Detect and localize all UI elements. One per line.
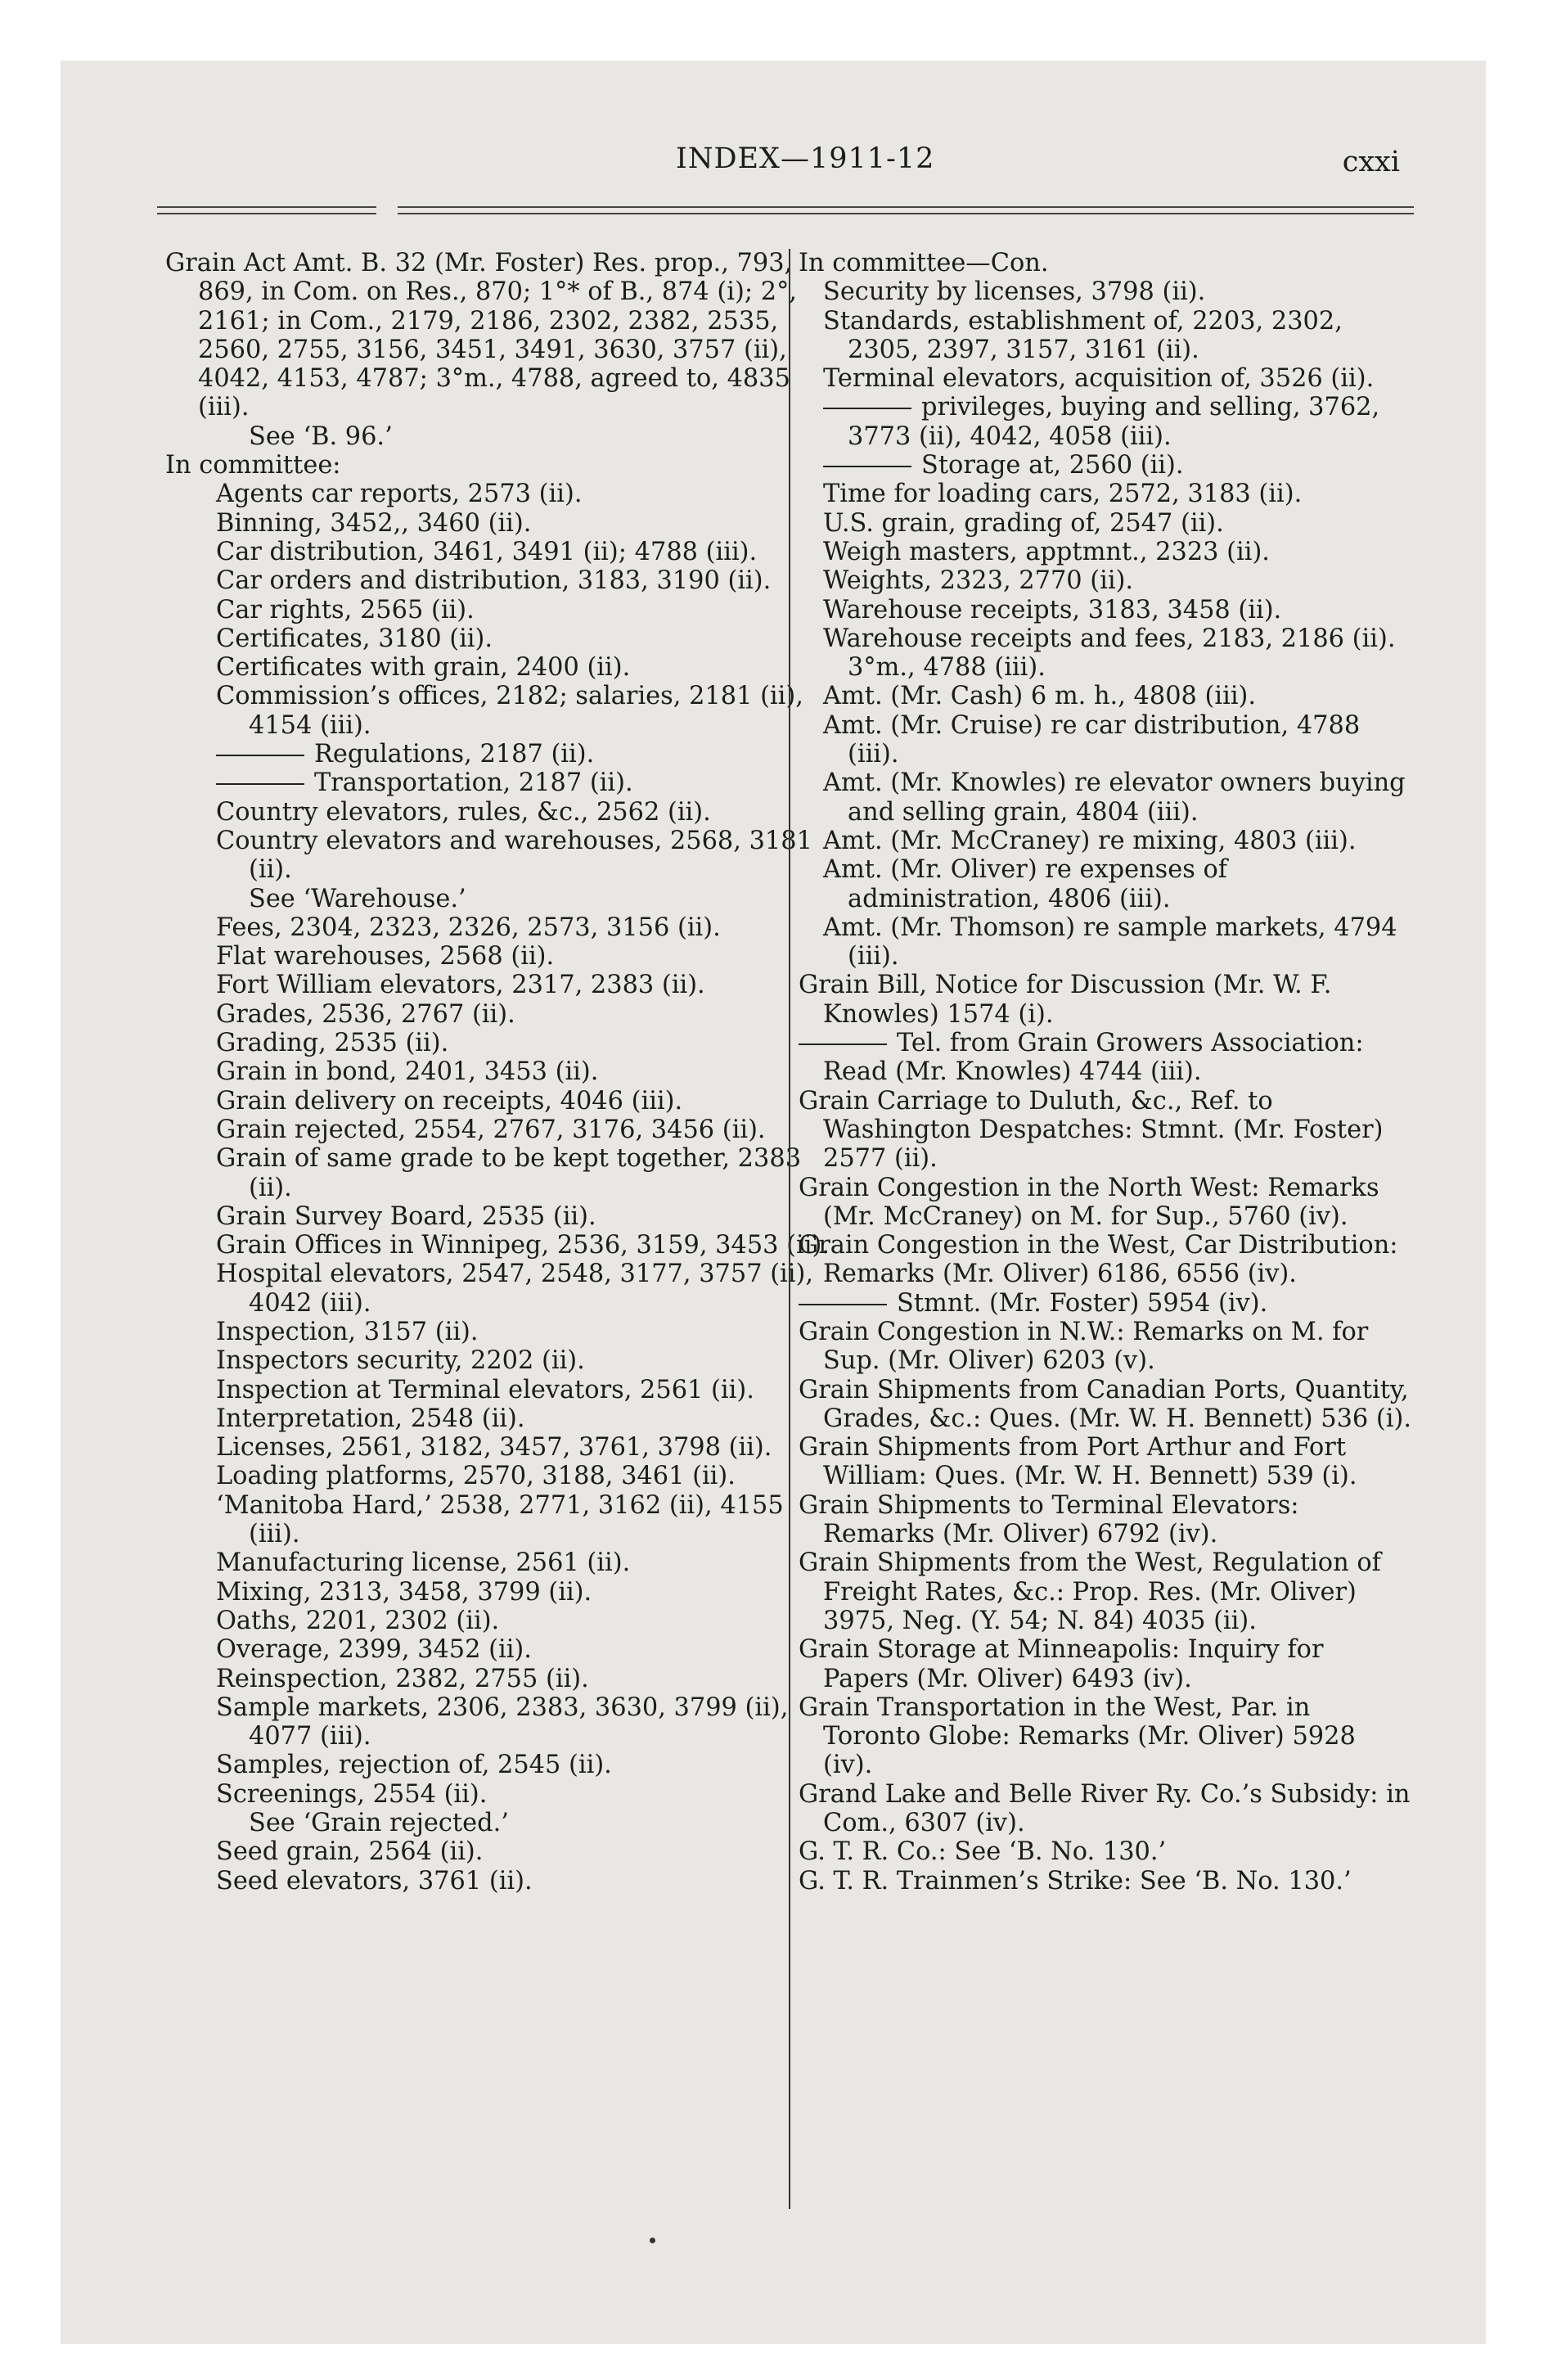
- index-entry: [165, 1116, 836, 1144]
- index-entry: [165, 1607, 836, 1635]
- right-column: [799, 249, 1412, 1895]
- index-entry: [165, 885, 836, 913]
- index-entry-text: Grain Congestion in the North West: Remarks (Mr. McCraney) on M. for Sup., 5760 (iv).: [799, 1173, 1379, 1231]
- index-entry: [799, 364, 1412, 393]
- index-entry-text: ‘Manitoba Hard,’ 2538, 2771, 3162 (ii), 4155 (iii).: [216, 1490, 784, 1549]
- index-entry-text: Car distribution, 3461, 3491 (ii); 4788 (iii).: [216, 537, 758, 566]
- index-entry-text: Country elevators, rules, &c., 2562 (ii).: [216, 797, 711, 827]
- index-entry-text: Grain Shipments from the West, Regulation of Freight Rates, &c.: Prop. Res. (Mr. Oliver) 3975, Neg. (Y. 54; N. 84) 4035 (ii).: [799, 1548, 1381, 1635]
- index-entry: [799, 769, 1412, 827]
- index-entry-text: G. T. R. Trainmen’s Strike: See ‘B. No. 130.’: [799, 1866, 1352, 1895]
- index-entry-text: Fees, 2304, 2323, 2326, 2573, 3156 (ii).: [216, 913, 721, 942]
- index-entry-text: Regulations, 2187 (ii).: [314, 740, 595, 769]
- index-entry-text: Storage at, 2560 (ii).: [921, 451, 1184, 480]
- header-rule-left-2: [157, 213, 376, 214]
- header-rule-right: [398, 206, 1414, 208]
- index-entry-text: Licenses, 2561, 3182, 3457, 3761, 3798 (ii).: [216, 1433, 772, 1463]
- index-entry-text: Seed elevators, 3761 (ii).: [216, 1866, 533, 1895]
- index-entry-text: privileges, buying and selling, 3762, 3773 (ii), 4042, 4058 (iii).: [848, 393, 1380, 451]
- index-entry: [799, 393, 1412, 451]
- index-entry: [165, 1318, 836, 1346]
- index-entry: [799, 249, 1412, 277]
- index-entry-text: G. T. R. Co.: See ‘B. No. 130.’: [799, 1837, 1167, 1867]
- index-entry: [799, 1635, 1412, 1693]
- index-entry: [799, 1174, 1412, 1232]
- index-entry: [165, 249, 836, 422]
- index-entry: [799, 1318, 1412, 1376]
- index-entry-text: See ‘B. 96.’: [249, 421, 393, 451]
- index-entry-text: Inspection, 3157 (ii).: [216, 1317, 479, 1346]
- index-entry-text: Grain in bond, 2401, 3453 (ii).: [216, 1057, 599, 1087]
- index-entry-text: Warehouse receipts, 3183, 3458 (ii).: [823, 595, 1282, 624]
- ditto-dash: [216, 755, 304, 756]
- index-entry-text: Sample markets, 2306, 2383, 3630, 3799 (ii), 4077 (iii).: [216, 1693, 789, 1751]
- index-entry: [165, 1462, 836, 1490]
- index-entry: [799, 1433, 1412, 1491]
- index-entry-text: Grain Bill, Notice for Discussion (Mr. W. F. Knowles) 1574 (i).: [799, 971, 1332, 1029]
- header-rule-right-2: [398, 213, 1414, 214]
- index-entry-text: Grain Transportation in the West, Par. in Toronto Globe: Remarks (Mr. Oliver) 5928 (iv).: [799, 1693, 1356, 1780]
- index-entry-text: See ‘Grain rejected.’: [249, 1809, 509, 1838]
- index-entry: [165, 913, 836, 942]
- index-entry-text: Car rights, 2565 (ii).: [216, 595, 475, 624]
- index-entry: [799, 711, 1412, 769]
- index-entry-text: Weights, 2323, 2770 (ii).: [823, 566, 1134, 596]
- index-entry-text: Security by licenses, 3798 (ii).: [823, 277, 1206, 307]
- index-entry: [165, 1665, 836, 1693]
- index-entry: [165, 1867, 836, 1895]
- index-entry: [799, 1289, 1412, 1318]
- index-entry: [165, 1404, 836, 1433]
- index-entry-text: Grain Storage at Minneapolis: Inquiry for Papers (Mr. Oliver) 6493 (iv).: [799, 1635, 1324, 1693]
- index-entry-text: Certificates, 3180 (ii).: [216, 624, 493, 653]
- index-entry-text: See ‘Warehouse.’: [249, 884, 466, 913]
- index-entry-text: Fort William elevators, 2317, 2383 (ii).: [216, 971, 705, 1000]
- index-entry: [165, 1202, 836, 1231]
- index-entry: [165, 1578, 836, 1607]
- index-entry-text: Grand Lake and Belle River Ry. Co.’s Subsidy: in Com., 6307 (iv).: [799, 1779, 1411, 1838]
- index-entry: [165, 1548, 836, 1577]
- index-entry: [799, 566, 1412, 595]
- index-entry-text: Mixing, 2313, 3458, 3799 (ii).: [216, 1577, 592, 1607]
- index-entry: [799, 277, 1412, 306]
- index-entry-text: Amt. (Mr. Knowles) re elevator owners buying and selling grain, 4804 (iii).: [823, 769, 1406, 827]
- index-entry-text: Certificates with grain, 2400 (ii).: [216, 653, 631, 683]
- index-entry: [165, 1000, 836, 1029]
- index-entry: [165, 1780, 836, 1809]
- index-entry: [165, 1376, 836, 1404]
- index-entry: [165, 682, 836, 740]
- index-entry: [165, 422, 836, 451]
- index-entry: [165, 653, 836, 682]
- index-entry: [799, 538, 1412, 566]
- index-entry: [799, 827, 1412, 855]
- index-entry: [799, 1780, 1412, 1838]
- index-entry: [165, 1029, 836, 1057]
- left-column: [165, 249, 836, 1895]
- index-entry: [799, 971, 1412, 1029]
- index-entry-text: Oaths, 2201, 2302 (ii).: [216, 1606, 500, 1635]
- index-entry-text: Reinspection, 2382, 2755 (ii).: [216, 1664, 589, 1693]
- index-entry: [165, 971, 836, 999]
- page-dot: [650, 2238, 655, 2243]
- index-entry-text: Tel. from Grain Growers Association: Read (Mr. Knowles) 4744 (iii).: [823, 1029, 1364, 1087]
- header-rule-left: [157, 206, 376, 208]
- index-entry: [799, 307, 1412, 365]
- index-entry-text: Amt. (Mr. Cruise) re car distribution, 4788 (iii).: [823, 710, 1361, 769]
- index-entry: [799, 1837, 1412, 1866]
- ditto-dash: [823, 408, 911, 409]
- index-entry-text: Stmnt. (Mr. Foster) 5954 (iv).: [897, 1288, 1268, 1318]
- index-entry: [799, 1231, 1412, 1289]
- column-divider: [789, 249, 790, 2209]
- index-entry: [165, 509, 836, 538]
- index-entry: [799, 682, 1412, 710]
- index-entry-text: Terminal elevators, acquisition of, 3526 (ii).: [823, 364, 1375, 394]
- index-entry-text: Binning, 3452,, 3460 (ii).: [216, 508, 532, 538]
- index-entry-text: In committee:: [165, 451, 341, 480]
- index-entry-text: Amt. (Mr. McCraney) re mixing, 4803 (iii).: [823, 826, 1357, 855]
- index-entry-text: In committee—Con.: [799, 249, 1049, 277]
- index-entry: [165, 1057, 836, 1086]
- index-entry: [165, 480, 836, 508]
- index-entry-text: Grain Congestion in N.W.: Remarks on M. for Sup. (Mr. Oliver) 6203 (v).: [799, 1317, 1369, 1376]
- index-entry-text: Samples, rejection of, 2545 (ii).: [216, 1751, 612, 1780]
- index-entry-text: Agents car reports, 2573 (ii).: [216, 480, 583, 509]
- index-page: [61, 61, 1486, 2344]
- index-entry: [165, 740, 836, 769]
- index-entry: [165, 1260, 836, 1318]
- index-entry-text: Grain delivery on receipts, 4046 (iii).: [216, 1086, 683, 1116]
- index-entry-text: Time for loading cars, 2572, 3183 (ii).: [823, 480, 1303, 509]
- index-entry: [799, 1029, 1412, 1087]
- index-entry: [799, 1491, 1412, 1549]
- index-entry-text: Amt. (Mr. Thomson) re sample markets, 4794 (iii).: [823, 913, 1397, 971]
- index-entry: [799, 1548, 1412, 1635]
- index-entry-text: Inspection at Terminal elevators, 2561 (ii).: [216, 1375, 754, 1404]
- index-entry-text: Car orders and distribution, 3183, 3190 (ii).: [216, 566, 772, 596]
- index-entry: [165, 769, 836, 797]
- index-entry: [165, 1087, 836, 1116]
- index-entry: [799, 1376, 1412, 1434]
- index-entry-text: Transportation, 2187 (ii).: [314, 769, 633, 798]
- index-entry-text: Grain of same grade to be kept together, 2383 (ii).: [216, 1144, 802, 1202]
- index-entry: [165, 451, 836, 480]
- index-entry: [799, 480, 1412, 508]
- index-entry: [165, 942, 836, 971]
- ditto-dash: [799, 1044, 887, 1045]
- index-entry-text: Loading platforms, 2570, 3188, 3461 (ii).: [216, 1462, 736, 1491]
- index-entry: [165, 1751, 836, 1779]
- index-entry: [165, 566, 836, 595]
- ditto-dash: [216, 783, 304, 785]
- index-entry-text: Grain Shipments from Canadian Ports, Quantity, Grades, &c.: Ques. (Mr. W. H. Bennett) 536 (i).: [799, 1375, 1412, 1433]
- index-entry: [165, 1837, 836, 1866]
- index-entry-text: Country elevators and warehouses, 2568, 3181 (ii).: [216, 826, 812, 885]
- index-entry-text: Inspectors security, 2202 (ii).: [216, 1346, 585, 1376]
- page-header: [61, 142, 1486, 183]
- index-entry-text: Commission’s offices, 2182; salaries, 2181 (ii), 4154 (iii).: [216, 682, 803, 740]
- index-entry: [799, 596, 1412, 624]
- index-entry-text: Hospital elevators, 2547, 2548, 3177, 3757 (ii), 4042 (iii).: [216, 1260, 814, 1318]
- index-entry-text: Warehouse receipts and fees, 2183, 2186 (ii). 3°m., 4788 (iii).: [823, 624, 1396, 683]
- index-entry-text: Grain Act Amt. B. 32 (Mr. Foster) Res. prop., 793, 869, in Com. on Res., 870; 1°* of B., 874 (i); 2°, 2161; in Com., 2179, 2186, 2302, 2382, 2535, 2560, 2755, 3156, 3451, 3491, 3630, 3757 (ii), 4042, 4153, 4787; 3°m., 4788, agreed to, 4835 (iii).: [165, 249, 797, 422]
- index-entry: [799, 913, 1412, 971]
- index-entry-text: Grain Offices in Winnipeg, 2536, 3159, 3453 (ii).: [216, 1231, 830, 1260]
- index-entry-text: Grain Carriage to Duluth, &c., Ref. to Washington Despatches: Stmnt. (Mr. Foster) 2577 (ii).: [799, 1086, 1384, 1174]
- index-entry: [799, 1693, 1412, 1780]
- index-entry: [165, 1635, 836, 1664]
- index-entry-text: Overage, 2399, 3452 (ii).: [216, 1635, 532, 1665]
- index-entry-text: Seed grain, 2564 (ii).: [216, 1837, 484, 1867]
- index-entry-text: Standards, establishment of, 2203, 2302, 2305, 2397, 3157, 3161 (ii).: [823, 306, 1343, 364]
- index-entry: [165, 596, 836, 624]
- page-title: INDEX—1911-12: [676, 142, 935, 175]
- index-entry-text: Amt. (Mr. Cash) 6 m. h., 4808 (iii).: [823, 682, 1257, 711]
- index-entry: [799, 509, 1412, 538]
- index-entry-text: Interpretation, 2548 (ii).: [216, 1404, 525, 1433]
- index-entry: [165, 1346, 836, 1375]
- page-number: cxxi: [1342, 146, 1400, 178]
- index-entry: [165, 798, 836, 827]
- index-entry: [165, 1231, 836, 1260]
- index-entry-text: Flat warehouses, 2568 (ii).: [216, 942, 555, 971]
- index-entry-text: Grading, 2535 (ii).: [216, 1029, 449, 1058]
- index-entry-text: Grain Congestion in the West, Car Distribution: Remarks (Mr. Oliver) 6186, 6556 (iv).: [799, 1231, 1398, 1289]
- index-entry-text: U.S. grain, grading of, 2547 (ii).: [823, 508, 1224, 538]
- index-entry-text: Grades, 2536, 2767 (ii).: [216, 999, 515, 1029]
- index-entry-text: Grain rejected, 2554, 2767, 3176, 3456 (ii).: [216, 1115, 766, 1144]
- index-entry: [165, 1144, 836, 1202]
- index-entry: [165, 827, 836, 885]
- index-entry: [799, 624, 1412, 683]
- index-entry: [799, 1087, 1412, 1174]
- ditto-dash: [799, 1304, 887, 1305]
- index-entry-text: Grain Survey Board, 2535 (ii).: [216, 1201, 596, 1231]
- index-entry: [165, 1433, 836, 1462]
- index-entry: [799, 1867, 1412, 1895]
- index-entry-text: Amt. (Mr. Oliver) re expenses of administration, 4806 (iii).: [823, 855, 1228, 913]
- index-entry: [165, 538, 836, 566]
- index-entry-text: Grain Shipments to Terminal Elevators: Remarks (Mr. Oliver) 6792 (iv).: [799, 1490, 1299, 1549]
- ditto-dash: [823, 466, 911, 467]
- index-entry-text: Screenings, 2554 (ii).: [216, 1779, 488, 1809]
- index-entry-text: Weigh masters, apptmnt., 2323 (ii).: [823, 537, 1270, 566]
- index-entry: [799, 451, 1412, 480]
- index-entry: [799, 855, 1412, 913]
- index-entry: [165, 1809, 836, 1837]
- index-entry: [165, 1693, 836, 1751]
- index-entry: [165, 624, 836, 653]
- index-entry-text: Manufacturing license, 2561 (ii).: [216, 1548, 631, 1578]
- index-entry-text: Grain Shipments from Port Arthur and Fort William: Ques. (Mr. W. H. Bennett) 539 (i).: [799, 1433, 1357, 1491]
- index-entry: [165, 1491, 836, 1549]
